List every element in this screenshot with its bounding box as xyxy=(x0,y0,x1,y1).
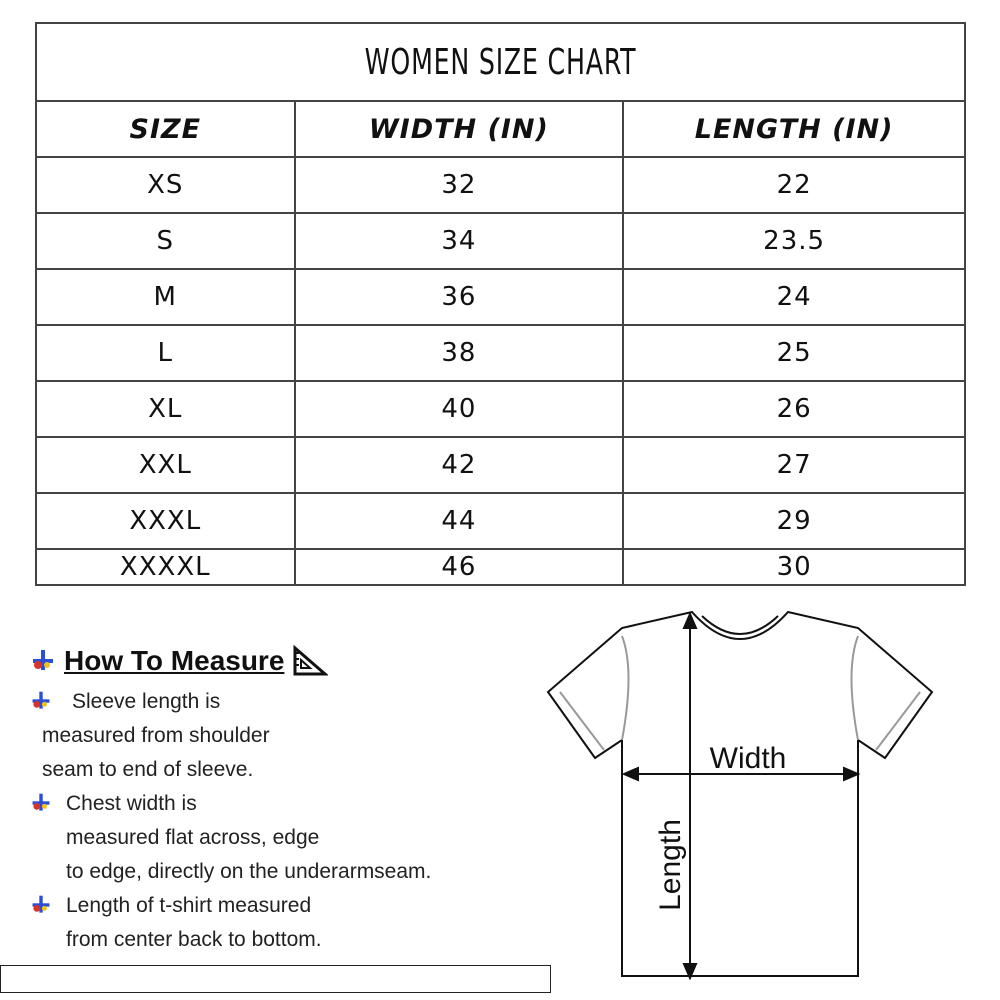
measure-item-length xyxy=(30,889,500,957)
cell-size: XXL xyxy=(36,437,295,493)
measure-item-chest xyxy=(30,787,500,889)
set-square-ruler-icon xyxy=(292,645,328,677)
cell-size: XXXL xyxy=(36,493,295,549)
size-row xyxy=(36,325,965,381)
measure-item-line: Length of t-shirt measured xyxy=(66,894,312,917)
how-to-measure-title: How To Measure xyxy=(64,645,285,676)
size-row xyxy=(36,269,965,325)
pushpin-bullet-icon xyxy=(30,689,52,711)
cell-size: XS xyxy=(36,157,295,213)
size-row xyxy=(36,381,965,437)
measure-item-line: measured from shoulder xyxy=(42,724,270,747)
measure-item-line: Chest width is xyxy=(66,792,197,815)
cell-width: 38 xyxy=(295,325,624,381)
cell-size: S xyxy=(36,213,295,269)
pushpin-bullet-icon xyxy=(30,893,52,915)
measure-item-line: seam to end of sleeve. xyxy=(42,758,254,781)
cell-length: 25 xyxy=(623,325,965,381)
cell-size: L xyxy=(36,325,295,381)
column-header-length: LENGTH (IN) xyxy=(623,101,965,157)
measure-item-line: measured flat across, edge xyxy=(66,826,320,849)
size-row xyxy=(36,437,965,493)
tshirt-measurement-diagram xyxy=(540,600,940,985)
cell-width: 44 xyxy=(295,493,624,549)
length-arrow xyxy=(684,614,696,978)
size-row xyxy=(36,213,965,269)
size-chart-body xyxy=(36,157,965,585)
pushpin-bullet-icon xyxy=(30,648,56,674)
cell-width: 42 xyxy=(295,437,624,493)
cell-length: 26 xyxy=(623,381,965,437)
chart-title-text: WOMEN SIZE CHART xyxy=(364,41,637,83)
bottom-strip xyxy=(0,965,551,993)
cell-length: 23.5 xyxy=(623,213,965,269)
tshirt-outline xyxy=(548,612,932,976)
cell-length: 27 xyxy=(623,437,965,493)
chart-title xyxy=(138,23,863,101)
length-label: Length xyxy=(654,819,687,911)
column-header-size: SIZE xyxy=(36,101,295,157)
size-chart-table xyxy=(35,22,966,586)
cell-size: XL xyxy=(36,381,295,437)
measure-item-line: to edge, directly on the underarmseam. xyxy=(66,860,432,883)
size-row xyxy=(36,493,965,549)
how-to-measure-section xyxy=(30,645,500,957)
column-header-width: WIDTH (IN) xyxy=(295,101,624,157)
width-label: Width xyxy=(709,742,787,775)
size-row xyxy=(36,549,965,585)
cell-width: 34 xyxy=(295,213,624,269)
cell-length: 29 xyxy=(623,493,965,549)
cell-width: 32 xyxy=(295,157,624,213)
cell-width: 46 xyxy=(295,549,624,585)
measure-instructions-list xyxy=(30,685,500,957)
pushpin-bullet-icon xyxy=(30,791,52,813)
cell-width: 40 xyxy=(295,381,624,437)
measure-item-line: from center back to bottom. xyxy=(66,928,322,951)
cell-length: 24 xyxy=(623,269,965,325)
measure-item-line: Sleeve length is xyxy=(72,690,221,713)
how-to-measure-heading xyxy=(30,645,500,677)
cell-length: 30 xyxy=(623,549,965,585)
cell-length: 22 xyxy=(623,157,965,213)
measure-item-sleeve xyxy=(30,685,500,787)
cell-width: 36 xyxy=(295,269,624,325)
size-row xyxy=(36,157,965,213)
cell-size: M xyxy=(36,269,295,325)
cell-size: XXXXL xyxy=(36,549,295,585)
